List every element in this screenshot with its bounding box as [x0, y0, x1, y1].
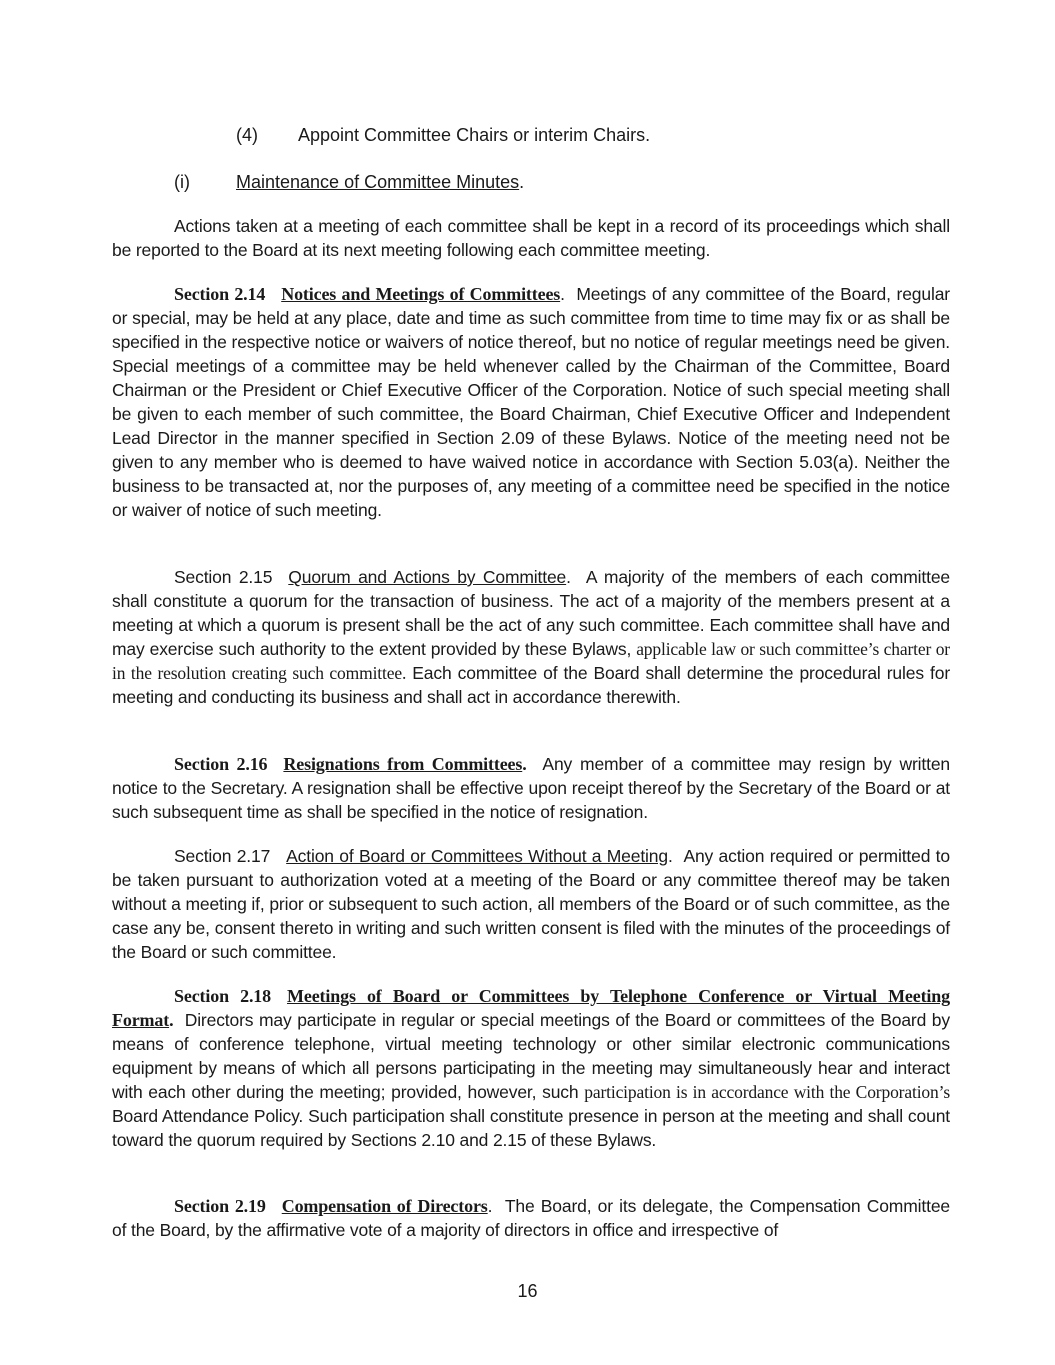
section-title: Meetings of Board or Committees by Telephone Conference or Virtual Meeting Format: [112, 986, 950, 1030]
section-title: Notices and Meetings of Committees: [281, 284, 561, 304]
section-body: Any member of a committee may resign by written notice to the Secretary. A resignation shall be effective upon receipt thereof by the Secretary of the Board or at such subsequent time as shall be specified in the notice of resignation.: [112, 754, 950, 822]
section-2-19: Section 2.19 Compensation of Directors. The Board, or its delegate, the Compensation Committee of the Board, by the affirmative vote of a majority of directors in office and irrespective of: [112, 1196, 950, 1240]
page-number: 16: [517, 1281, 538, 1301]
section-number: Section 2.15: [174, 567, 273, 587]
section-body: Any action required or permitted to be taken pursuant to authorization voted at a meeting of the Board or any committee thereof may be taken without a meeting if, prior or subsequent to such action, all members of the Board or of such committee, as the case any be, consent thereto in writing and such written consent is filed with the minutes of the proceedings of the Board or such committee.: [112, 846, 950, 962]
section-body-serif: participation is in accordance with the Corporation’s: [584, 1082, 950, 1102]
item-text: Appoint Committee Chairs or interim Chairs.: [298, 125, 651, 145]
section-body-tail: Board Attendance Policy. Such participation shall constitute presence in person at the meeting and shall count toward the quorum required by Sections 2.10 and 2.15 of these Bylaws.: [112, 1106, 950, 1150]
section-body: Meetings of any committee of the Board, regular or special, may be held at any place, date and time as such committee from time to time may fix or as shall be specified in the respective notice or waivers of notice thereof, but no notice of regular meetings need be given. Special meetings of a committee may be held whenever called by the Chairman of the Committee, Board Chairman or the President or Chief Executive Officer of the Corporation. Notice of such special meeting shall be given to each member of such committee, the Board Chairman, Chief Executive Officer and Independent Lead Director in the manner specified in Section 2.09 of these Bylaws. Notice of the meeting need not be given to any member who is deemed to have waived notice in accordance with Section 5.03(a). Neither the business to be transacted at, nor the purposes of, any meeting of a committee need be specified in the notice or waiver of notice of such meeting.: [112, 284, 950, 520]
section-number: Section 2.18: [174, 986, 272, 1006]
list-item-text: [298, 125, 650, 146]
section-2-14: Section 2.14 Notices and Meetings of Committees. Meetings of any committee of the Board, regular or special, may be held at any place, date and time as such committee from time to time may fix or as shall be specified in the respective notice or waivers of notice thereof, but no notice of regular meetings need be given. Special meetings of a committee may be held whenever called by the Chairman of the Committee, Board Chairman or the President or Chief Executive Officer of the Corporation. Notice of such special meeting shall be given to each member of such committee, the Board Chairman, Chief Executive Officer and Independent Lead Director in the manner specified in Section 2.09 of these Bylaws. Notice of the meeting need not be given to any member who is deemed to have waived notice in accordance with Section 5.03(a). Neither the business to be transacted at, nor the purposes of, any meeting of a committee need be specified in the notice or waiver of notice of such meeting.: [112, 284, 950, 520]
section-number: Section 2.19: [174, 1196, 266, 1216]
section-title: Action of Board or Committees Without a Meeting: [286, 846, 668, 866]
minutes-paragraph: Actions taken at a meeting of each committee shall be kept in a record of its proceedings which shall be reported to the Board at its next meeting following each committee meeting.: [112, 216, 950, 260]
section-number: Section 2.16: [174, 754, 268, 774]
section-2-15: Section 2.15 Quorum and Actions by Committee. A majority of the members of each committee shall constitute a quorum for the transaction of business. The act of a majority of the members present at a meeting at which a quorum is present shall be the act of any such committee. Each committee shall have and may exercise such authority to the extent provided by these Bylaws, applicable law or such committee’s charter or in the resolution creating such committee. Each committee of the Board shall determine the procedural rules for meeting and conducting its business and shall act in accordance therewith.: [112, 567, 950, 707]
section-title: Compensation of Directors: [281, 1196, 488, 1216]
section-body-serif: applicable law or such committee’s charter or in the resolution creating such committee.: [112, 639, 950, 683]
section-title: Resignations from Committees: [283, 754, 523, 774]
list-item: [236, 125, 258, 146]
section-body: Directors may participate in regular or special meetings of the Board or committees of the Board by means of conference telephone, virtual meeting technology or other similar electronic communications equipment by means of which all persons participating in the meeting may simultaneously hear and interact with each other during the meeting; provided, however, such: [112, 1010, 950, 1102]
section-body: A majority of the members of each committee shall constitute a quorum for the transaction of business. The act of a majority of the members present at a meeting at which a quorum is present shall be the act of any such committee. Each committee shall have and may exercise such authority to the extent provided by these Bylaws,: [112, 567, 950, 659]
section-title: Quorum and Actions by Committee: [288, 567, 567, 587]
section-body-tail: Each committee of the Board shall determine the procedural rules for meeting and conducting its business and shall act in accordance therewith.: [112, 663, 950, 707]
section-number: Section 2.17: [174, 846, 271, 866]
section-number: Section 2.14: [174, 284, 266, 304]
section-2-16: Section 2.16 Resignations from Committees. Any member of a committee may resign by written notice to the Secretary. A resignation shall be effective upon receipt thereof by the Secretary of the Board or at such subsequent time as shall be specified in the notice of resignation.: [112, 754, 950, 822]
item-label: (4): [236, 125, 258, 145]
section-2-18: Section 2.18 Meetings of Board or Committees by Telephone Conference or Virtual Meeting Format. Directors may participate in regular or special meetings of the Board or committees of the Board by means of conference telephone, virtual meeting technology or other similar electronic communications equipment by means of which all persons participating in the meeting may simultaneously hear and interact with each other during the meeting; provided, however, such participation is in accordance with the Corporation’s Board Attendance Policy. Such participation shall constitute presence in person at the meeting and shall count toward the quorum required by Sections 2.10 and 2.15 of these Bylaws.: [112, 986, 950, 1150]
subsection-label: (i): [174, 172, 190, 192]
subsection-title: Maintenance of Committee Minutes.: [236, 172, 525, 192]
section-2-17: Section 2.17 Action of Board or Committees Without a Meeting. Any action required or permitted to be taken pursuant to authorization voted at a meeting of the Board or any committee thereof may be taken without a meeting if, prior or subsequent to such action, all members of the Board or of such committee, as the case any be, consent thereto in writing and such written consent is filed with the minutes of the proceedings of the Board or such committee.: [112, 846, 950, 962]
section-body: The Board, or its delegate, the Compensation Committee of the Board, by the affirmative vote of a majority of directors in office and irrespective of: [112, 1196, 950, 1240]
